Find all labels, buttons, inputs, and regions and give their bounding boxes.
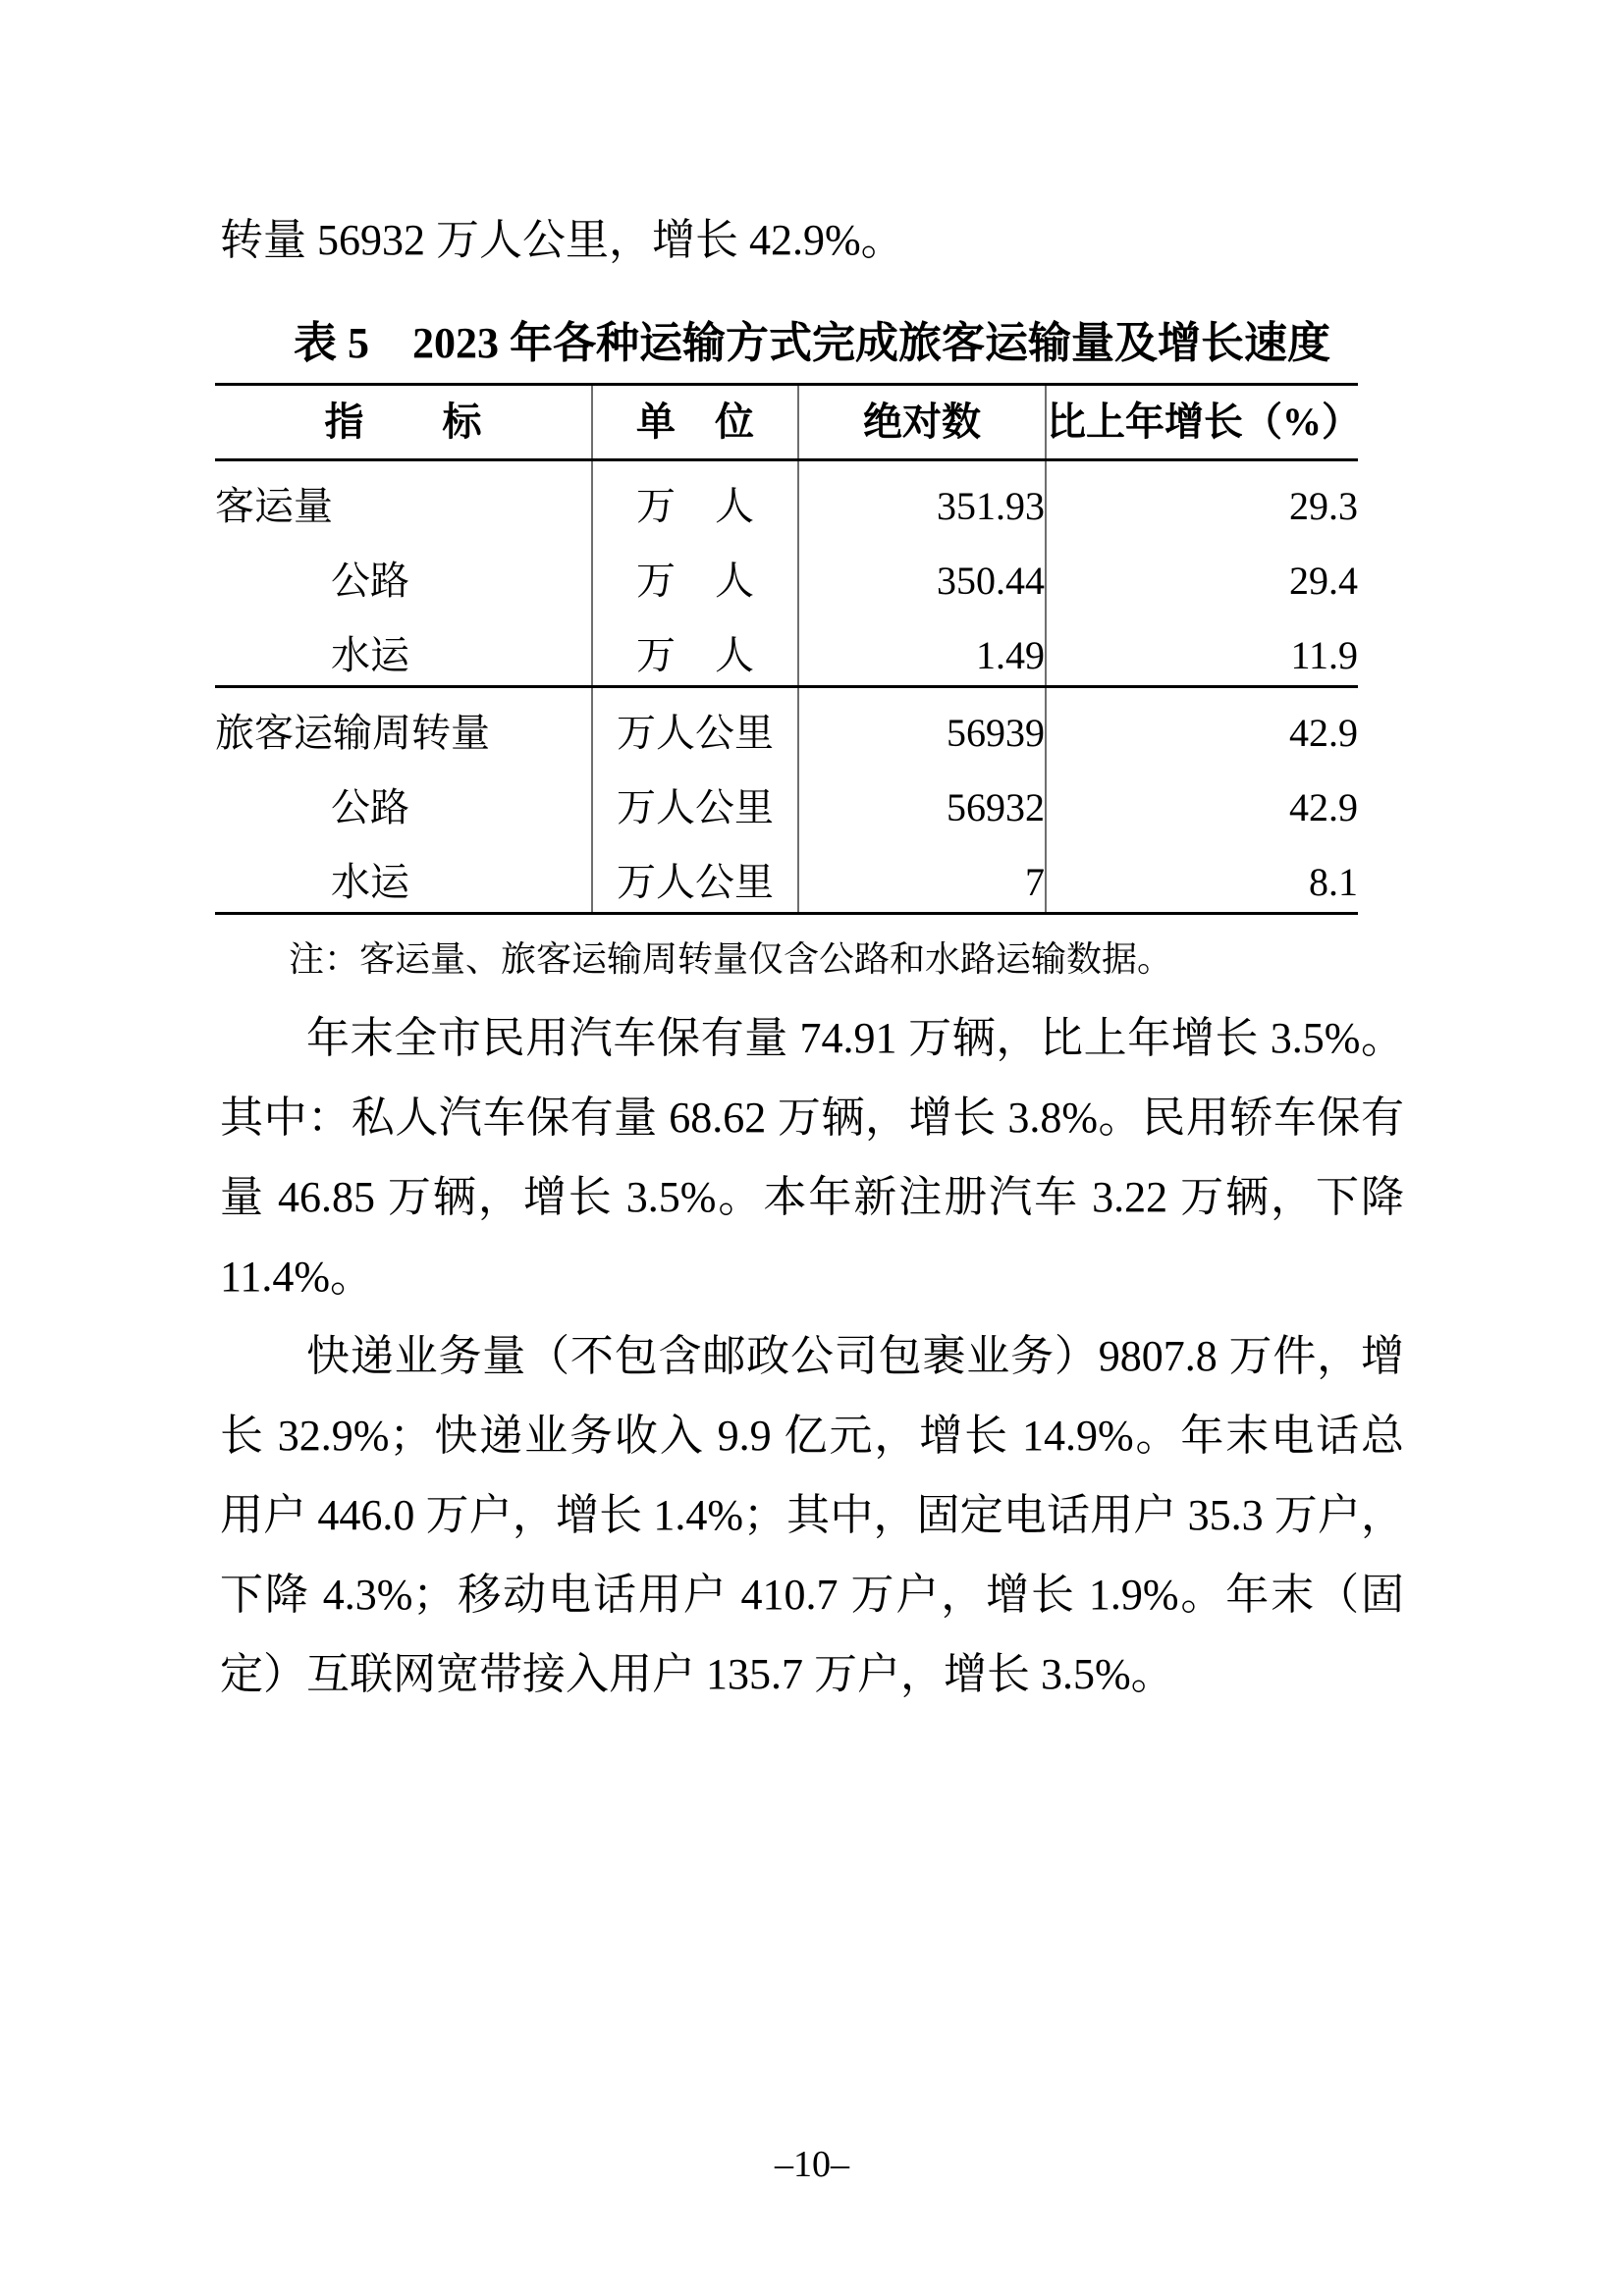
growth-cell: 29.3 [1289,483,1358,528]
value-cell: 7 [798,838,1046,914]
unit-cell: 万 人 [592,536,798,612]
value-cell: 350.44 [798,536,1046,612]
table-note: 注：客运量、旅客运输周转量仅含公路和水路运输数据。 [289,939,1173,979]
table-row-waterway-turnover [215,838,1358,914]
indicator-cell: 公路 [215,763,592,838]
value-cell: 1.49 [798,612,1046,687]
indicator-cell: 旅客运输周转量 [215,687,592,763]
passenger-transport-table [215,383,1361,915]
body-text [220,920,1404,1714]
header-indicator: 指 标 [215,385,592,460]
table-header-row [215,385,1358,460]
intro-line: 转量 56932 万人公里，增长 42.9%。 [220,216,904,264]
header-unit: 单 位 [592,385,798,460]
indicator-cell: 水运 [215,612,592,687]
growth-cell: 42.9 [1046,687,1358,763]
unit-cell: 万 人 [592,460,798,536]
growth-cell: 29.4 [1289,559,1358,603]
page-number: –10– [775,2144,849,2185]
unit-cell: 万人公里 [592,687,798,763]
table-row-passenger-volume [215,460,1358,536]
unit-cell: 万人公里 [592,763,798,838]
table-row-waterway-volume [215,612,1358,687]
table-row-highway-volume [215,536,1358,612]
indicator-cell: 客运量 [215,460,592,536]
value-cell: 56939 [798,687,1046,763]
unit-cell: 万人公里 [592,838,798,914]
indicator-cell: 水运 [215,838,592,914]
header-absolute-value: 绝对数 [798,385,1046,460]
unit-cell: 万 人 [592,612,798,687]
growth-cell: 8.1 [1046,838,1358,914]
growth-cell: 42.9 [1289,785,1358,829]
table-title: 表 5 2023 年各种运输方式完成旅客运输量及增长速度 [294,319,1330,367]
table-row-highway-turnover [215,763,1358,838]
paragraph-post-telecom: 快递业务量（不包含邮政公司包裹业务）9807.8 万件，增长 32.9%；快递业务收入 9.9 亿元，增长 14.9%。年末电话总用户 446.0 万户，增长 1.4%；其中，固定电话用户 35.3 万户，下降 4.3%；移动电话用户 410.7 万户，增长 1.9%。年末（固定）互联网宽带接入用户 135.7 万户，增长 3.5%。 [220,1332,1404,1698]
growth-cell: 11.9 [1290,633,1358,678]
table-row-passenger-turnover [215,687,1358,763]
value-cell: 56932 [798,763,1046,838]
header-growth: 比上年增长（%） [1046,385,1358,460]
paragraph-vehicles: 年末全市民用汽车保有量 74.91 万辆，比上年增长 3.5%。其中：私人汽车保有量 68.62 万辆，增长 3.8%。民用轿车保有量 46.85 万辆，增长 3.5%。本年新注册汽车 3.22 万辆，下降 11.4%。 [220,1014,1404,1301]
value-cell: 351.93 [798,460,1046,536]
indicator-cell: 公路 [215,536,592,612]
